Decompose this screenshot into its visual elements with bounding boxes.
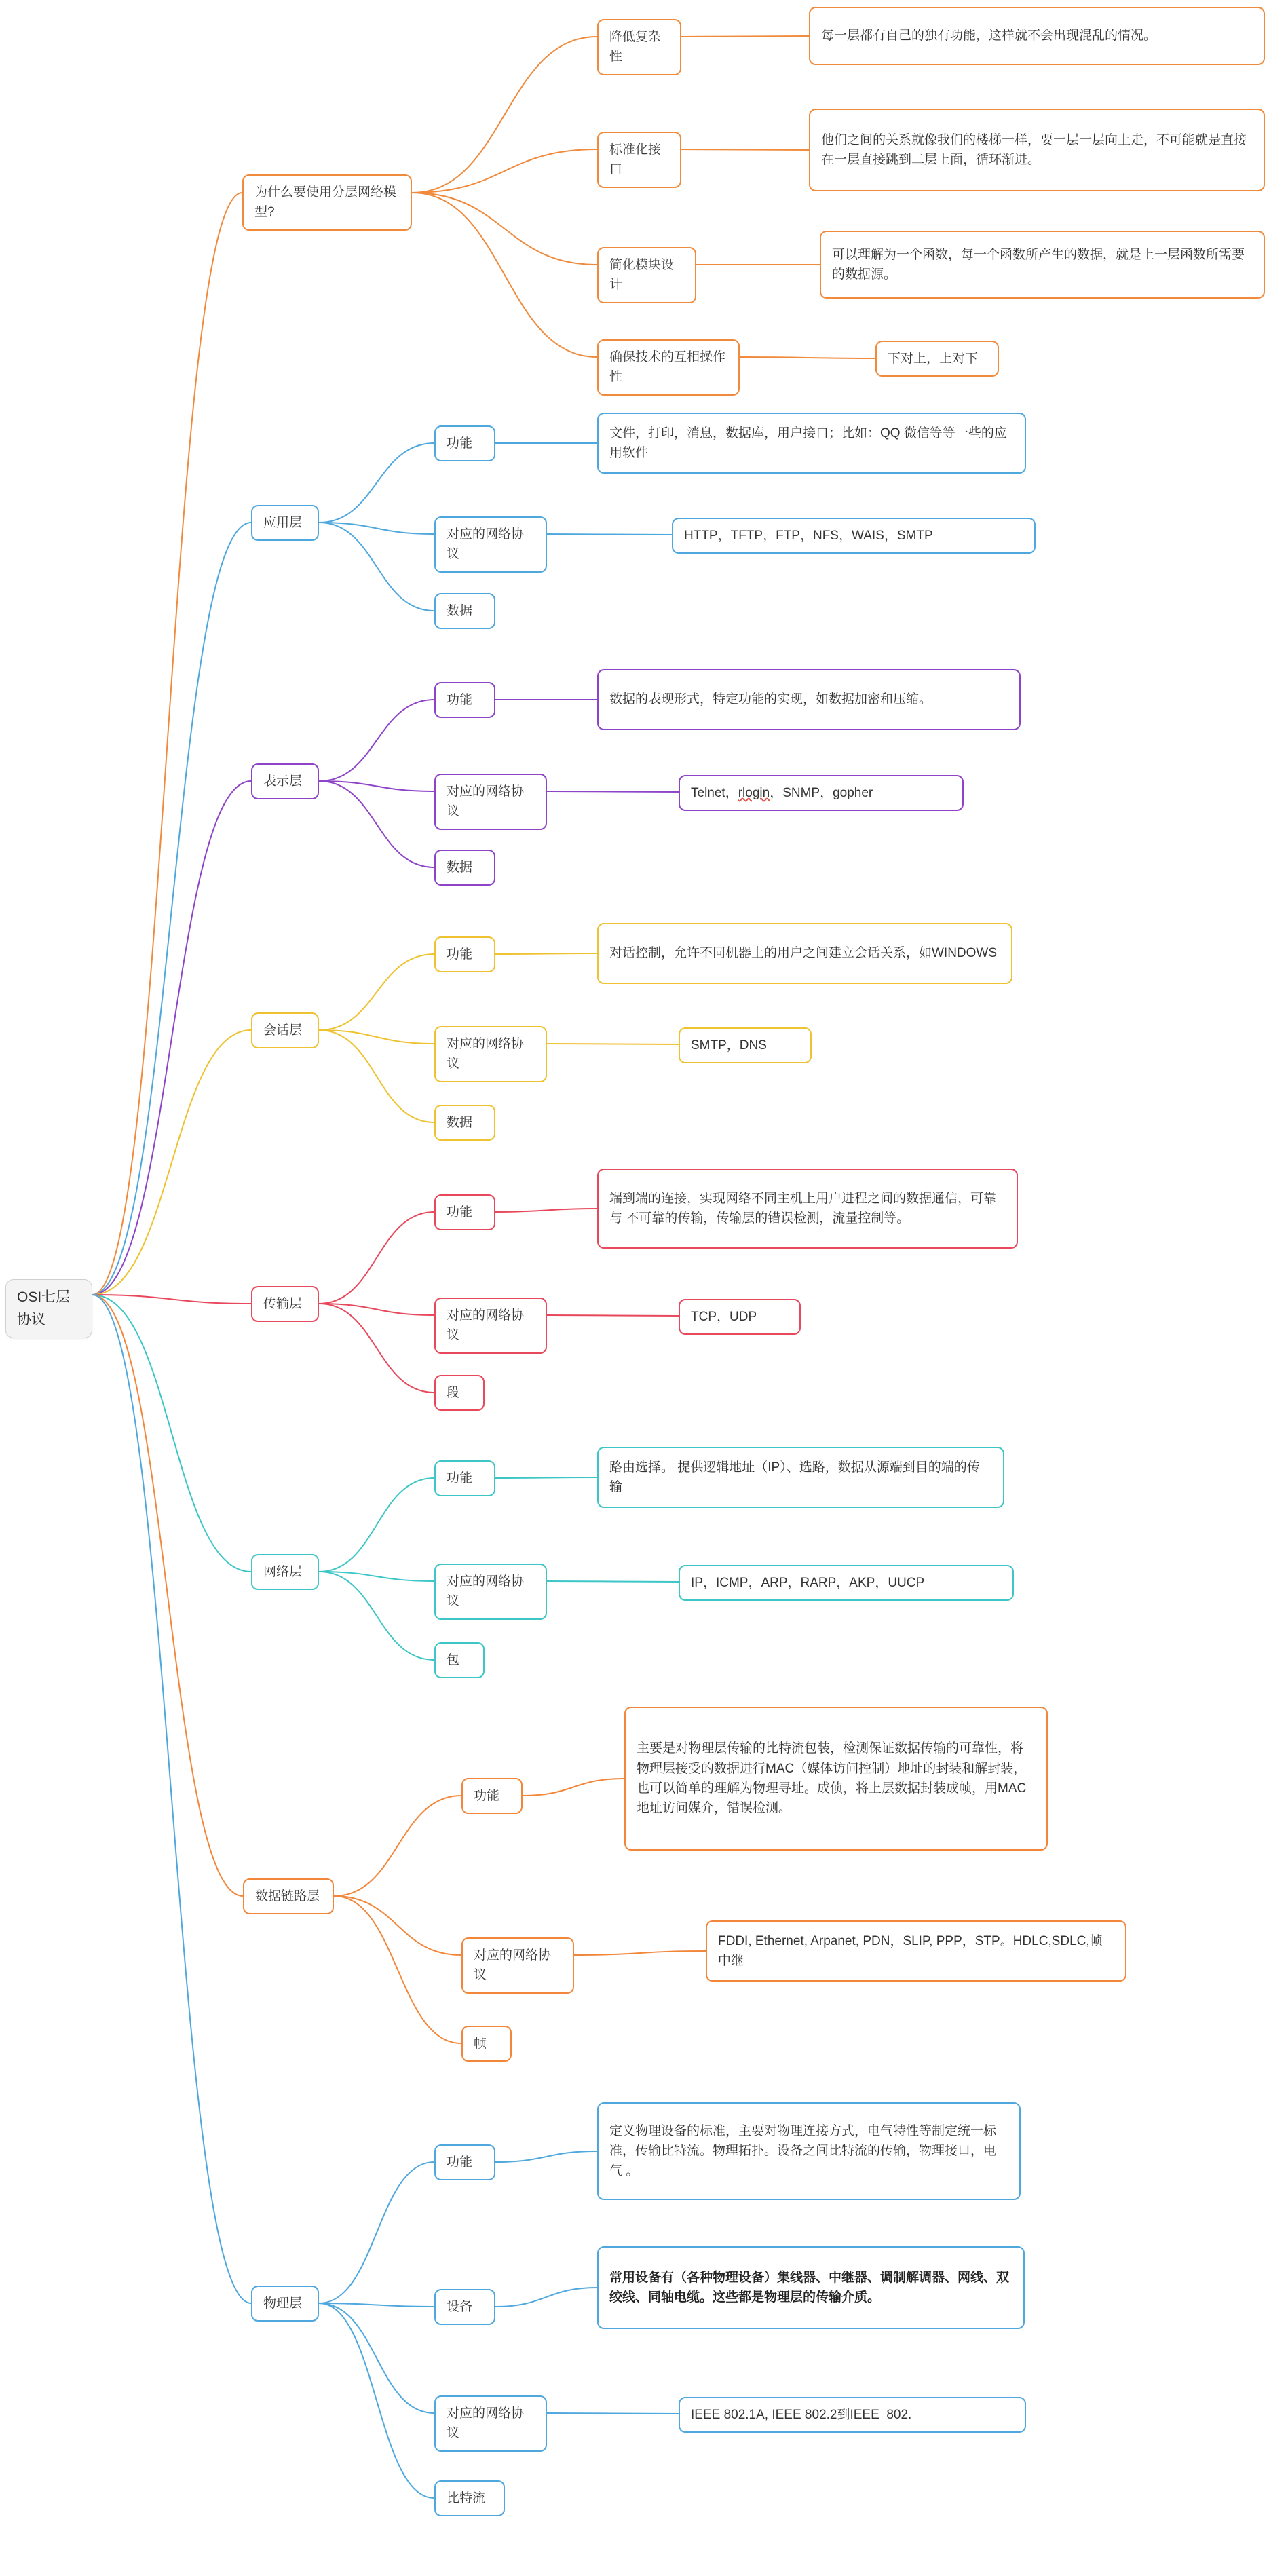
branch-title-transport-label: 传输层 (263, 1297, 303, 1311)
branch-title-network-label: 网络层 (263, 1565, 303, 1579)
child-why-layered-1-label: 标准化接口 (609, 143, 662, 177)
detail-why-layered-3-label: 下对上，上对下 (888, 352, 979, 366)
detail-transport-0 (597, 1169, 1018, 1249)
child-why-layered-1[interactable] (597, 132, 681, 188)
branch-title-presentation[interactable] (251, 763, 319, 799)
detail-transport-1 (679, 1299, 801, 1335)
branch-title-network[interactable] (251, 1554, 319, 1590)
branch-title-physical[interactable] (251, 2286, 319, 2322)
child-presentation-2[interactable] (434, 850, 495, 886)
child-application-2-label: 数据 (447, 604, 473, 618)
root-node[interactable] (5, 1279, 92, 1338)
child-transport-1-label: 对应的网络协议 (447, 1308, 525, 1343)
child-why-layered-3[interactable] (597, 339, 740, 396)
child-datalink-2-label: 帧 (474, 2037, 487, 2051)
child-why-layered-2-label: 简化模块设计 (609, 258, 675, 292)
branch-title-application-label: 应用层 (263, 516, 303, 530)
detail-why-layered-0 (809, 7, 1265, 65)
child-transport-0[interactable] (434, 1194, 495, 1230)
branch-title-why-layered-label: 为什么要使用分层网络模型? (254, 185, 397, 220)
detail-why-layered-2 (820, 231, 1265, 299)
detail-why-layered-0-label: 每一层都有自己的独有功能，这样就不会出现混乱的情况。 (821, 29, 1157, 43)
detail-physical-2 (679, 2397, 1026, 2433)
detail-why-layered-1-label: 他们之间的关系就像我们的楼梯一样，要一层一层向上走，不可能就是直接在一层直接跳到二层上面，循环渐进。 (821, 132, 1247, 167)
detail-why-layered-2-label: 可以理解为一个函数，每一个函数所产生的数据，就是上一层函数所需要的数据源。 (832, 247, 1245, 282)
detail-network-0 (597, 1447, 1004, 1508)
detail-network-1-label: IP，ICMP，ARP，RARP，AKP，UUCP (691, 1576, 925, 1590)
child-why-layered-3-label: 确保技术的互相操作性 (609, 350, 726, 385)
child-application-1[interactable] (434, 516, 547, 573)
detail-application-1-label: HTTP，TFTP，FTP，NFS，WAIS，SMTP (684, 529, 933, 543)
child-physical-2[interactable] (434, 2395, 547, 2452)
detail-application-1 (672, 518, 1036, 554)
child-network-2-label: 包 (447, 1653, 460, 1667)
child-presentation-2-label: 数据 (447, 860, 473, 875)
child-network-1-label: 对应的网络协议 (447, 1574, 525, 1609)
child-why-layered-0-label: 降低复杂性 (609, 30, 662, 64)
detail-physical-0-label: 定义物理设备的标准，主要对物理连接方式，电气特性等制定统一标准，传输比特流。物理拓扑。设备之间比特流的传输，物理接口，电气 。 (609, 2123, 997, 2178)
child-session-2[interactable] (434, 1105, 495, 1141)
child-presentation-0-label: 功能 (447, 693, 473, 707)
root-node-label: OSI七层协议 (17, 1289, 71, 1327)
detail-network-0-label: 路由选择。 提供逻辑地址（IP）、选路，数据从源端到目的端的传输 (609, 1460, 980, 1494)
child-physical-3-label: 比特流 (447, 2491, 486, 2505)
child-datalink-1[interactable] (461, 1937, 574, 1994)
detail-physical-2-label: IEEE 802.1A, IEEE 802.2到IEEE 802. (691, 2408, 912, 2422)
child-why-layered-0[interactable] (597, 19, 681, 75)
child-physical-0-label: 功能 (447, 2155, 473, 2170)
branch-title-why-layered[interactable] (242, 174, 412, 231)
child-presentation-0[interactable] (434, 682, 495, 718)
child-datalink-1-label: 对应的网络协议 (474, 1948, 552, 1983)
detail-presentation-1-label: Telnet，rlogin，SNMP，gopher (691, 786, 873, 800)
child-application-0-label: 功能 (447, 436, 473, 451)
detail-application-0-label: 文件，打印，消息，数据库，用户接口；比如：QQ 微信等等一些的应用软件 (609, 425, 1007, 460)
detail-presentation-0 (597, 669, 1021, 730)
detail-session-1 (679, 1027, 812, 1063)
detail-physical-0 (597, 2102, 1021, 2200)
child-why-layered-2[interactable] (597, 247, 696, 303)
child-network-1[interactable] (434, 1564, 547, 1620)
child-transport-0-label: 功能 (447, 1205, 473, 1219)
child-application-0[interactable] (434, 425, 495, 461)
detail-datalink-0 (624, 1707, 1048, 1851)
detail-physical-1 (597, 2246, 1025, 2329)
branch-title-session-label: 会话层 (263, 1023, 303, 1038)
child-application-2[interactable] (434, 593, 495, 629)
detail-presentation-0-label: 数据的表现形式，特定功能的实现，如数据加密和压缩。 (609, 692, 932, 707)
child-transport-1[interactable] (434, 1298, 547, 1354)
detail-why-layered-3 (875, 341, 999, 377)
child-datalink-2[interactable] (461, 2026, 512, 2062)
child-transport-2-label: 段 (447, 1386, 460, 1400)
detail-transport-0-label: 端到端的连接，实现网络不同主机上用户进程之间的数据通信，可靠与 不可靠的传输，传输层的错误检测，流量控制等。 (609, 1191, 997, 1226)
detail-transport-1-label: TCP，UDP (691, 1310, 757, 1324)
child-session-2-label: 数据 (447, 1116, 473, 1130)
branch-title-datalink[interactable] (243, 1878, 334, 1914)
branch-title-presentation-label: 表示层 (263, 774, 303, 789)
rlogin-token (738, 786, 770, 800)
child-presentation-1[interactable] (434, 774, 547, 830)
branch-title-datalink-label: 数据链路层 (255, 1889, 320, 1903)
detail-why-layered-1 (809, 109, 1265, 191)
detail-session-0-label: 对话控制，允许不同机器上的用户之间建立会话关系，如WINDOWS (609, 946, 998, 961)
child-session-0-label: 功能 (447, 947, 473, 962)
detail-application-0 (597, 413, 1026, 474)
detail-datalink-1 (706, 1920, 1126, 1982)
child-physical-0[interactable] (434, 2144, 495, 2180)
child-physical-2-label: 对应的网络协议 (447, 2406, 525, 2441)
rlogin-token: rlogin (738, 786, 770, 800)
detail-session-1-label: SMTP，DNS (691, 1038, 767, 1053)
branch-title-session[interactable] (251, 1012, 319, 1048)
child-network-0[interactable] (434, 1460, 495, 1496)
child-physical-1[interactable] (434, 2289, 495, 2325)
child-session-1[interactable] (434, 1026, 547, 1082)
child-datalink-0-label: 功能 (474, 1789, 500, 1803)
child-application-1-label: 对应的网络协议 (447, 527, 525, 562)
child-session-1-label: 对应的网络协议 (447, 1037, 525, 1072)
detail-datalink-1-label: FDDI, Ethernet, Arpanet, PDN，SLIP, PPP，STP。HDLC,SDLC,帧中继 (718, 1933, 1103, 1968)
child-datalink-0[interactable] (461, 1778, 523, 1814)
detail-physical-1-label: 常用设备有（各种物理设备）集线器、中继器、调制解调器、网线、双绞线、同轴电缆。这些都是物理层的传输介质。 (609, 2270, 1010, 2305)
child-transport-2[interactable] (434, 1375, 485, 1411)
child-network-2[interactable] (434, 1642, 485, 1678)
detail-presentation-1 (679, 775, 964, 811)
child-network-0-label: 功能 (447, 1471, 473, 1485)
detail-datalink-0-label: 主要是对物理层传输的比特流包装，检测保证数据传输的可靠性，将物理层接受的数据进行MAC（媒体访问控制）地址的封装和解封装，也可以简单的理解为物理寻址。成侦，将上层数据封装成帧，用MAC地址访问媒介，错误检测。 (637, 1741, 1027, 1816)
child-session-0[interactable] (434, 936, 495, 972)
child-physical-1-label: 设备 (447, 2300, 473, 2314)
detail-network-1 (679, 1565, 1014, 1601)
child-presentation-1-label: 对应的网络协议 (447, 784, 525, 819)
child-physical-3[interactable] (434, 2480, 505, 2516)
branch-title-physical-label: 物理层 (263, 2296, 303, 2311)
branch-title-transport[interactable] (251, 1286, 319, 1322)
branch-title-application[interactable] (251, 505, 319, 541)
detail-session-0 (597, 923, 1012, 984)
